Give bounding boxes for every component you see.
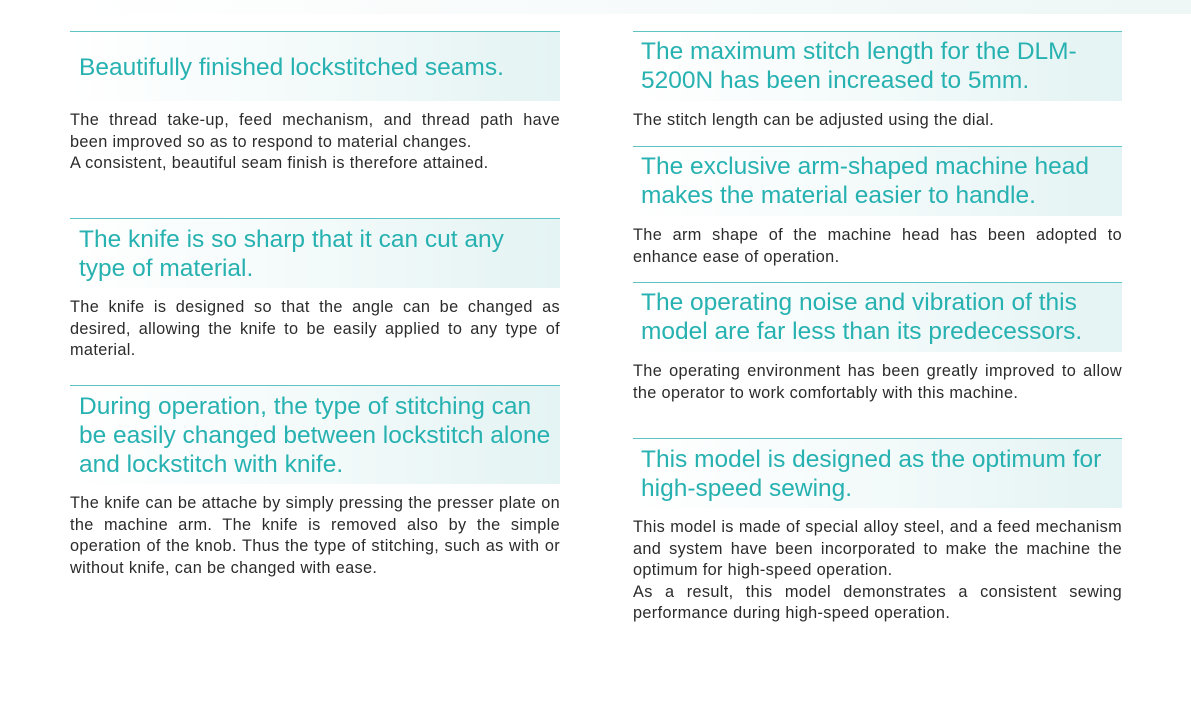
body-paragraph: This model is made of special alloy steel, and a feed mechanism and system have been incorporated to make the machine the optimum for high-speed operation. [633, 518, 1122, 579]
feature-section-low-noise [633, 282, 1122, 404]
section-body [633, 361, 1122, 404]
section-heading: The knife is so sharp that it can cut any type of material. [70, 218, 560, 288]
feature-section-stitch-change [70, 385, 560, 579]
body-paragraph: The knife is designed so that the angle can be changed as desired, allowing the knife to be easily applied to any type of material. [70, 298, 560, 359]
section-heading: This model is designed as the optimum for high-speed sewing. [633, 438, 1122, 508]
feature-section-lockstitched-seams [70, 31, 560, 175]
body-paragraph: A consistent, beautiful seam finish is therefore attained. [70, 154, 489, 172]
body-paragraph: The stitch length can be adjusted using the dial. [633, 111, 995, 129]
feature-section-high-speed [633, 438, 1122, 625]
section-heading: Beautifully finished lockstitched seams. [70, 31, 560, 101]
section-body [633, 110, 1122, 132]
body-paragraph: The arm shape of the machine head has been adopted to enhance ease of operation. [633, 226, 1122, 266]
feature-section-arm-shaped-head [633, 146, 1122, 268]
body-paragraph: The operating environment has been greatly improved to allow the operator to work comfortably with this machine. [633, 362, 1122, 402]
section-heading: The operating noise and vibration of this model are far less than its predecessors. [633, 282, 1122, 352]
section-heading: The maximum stitch length for the DLM-5200N has been increased to 5mm. [633, 31, 1122, 101]
body-paragraph: The thread take-up, feed mechanism, and thread path have been improved so as to respond to material changes. [70, 111, 560, 151]
section-body [70, 110, 560, 175]
section-body [70, 297, 560, 362]
section-heading: The exclusive arm-shaped machine head makes the material easier to handle. [633, 146, 1122, 216]
section-heading: During operation, the type of stitching can be easily changed between lockstitch alone and lockstitch with knife. [70, 385, 560, 484]
top-decorative-band [72, 0, 1191, 14]
section-body [633, 517, 1122, 625]
body-paragraph: As a result, this model demonstrates a consistent sewing performance during high-speed operation. [633, 582, 1122, 622]
body-paragraph: The knife can be attache by simply pressing the presser plate on the machine arm. The knife is removed also by the simple operation of the knob. Thus the type of stitching, such as with or without knife, can be changed with ease. [70, 494, 560, 577]
feature-section-sharp-knife [70, 218, 560, 362]
section-body [633, 225, 1122, 268]
section-body [70, 493, 560, 579]
feature-section-stitch-length [633, 31, 1122, 132]
